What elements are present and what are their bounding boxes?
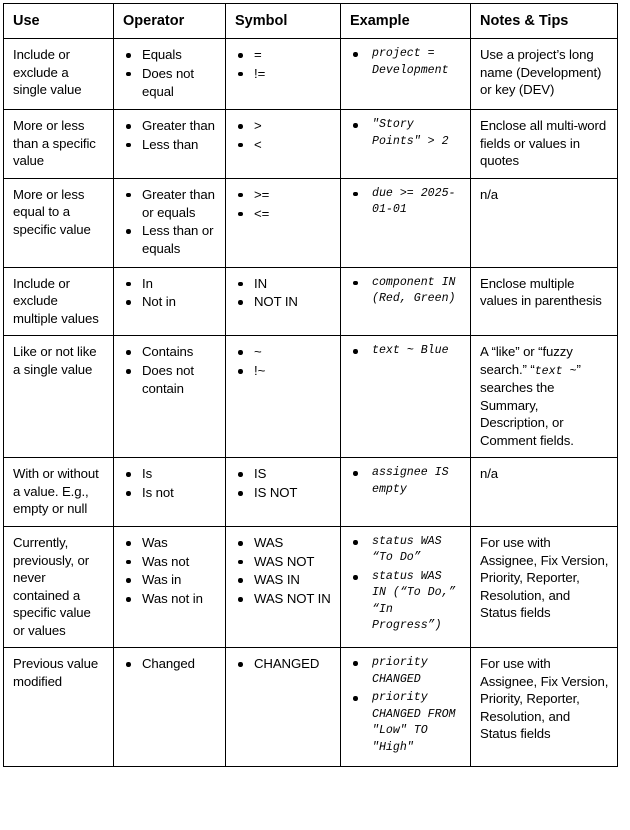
symbol-list bbox=[235, 46, 332, 82]
example-item: status WAS IN (“To Do,” “In Progress”) bbox=[350, 569, 462, 635]
example-item: priority CHANGED bbox=[350, 655, 462, 688]
use-text: Include or exclude multiple values bbox=[13, 275, 99, 326]
column-header-operator: Operator bbox=[114, 4, 226, 39]
symbol-item: NOT IN bbox=[235, 293, 332, 311]
example-list bbox=[350, 275, 462, 308]
example-item: priority CHANGED FROM "Low" TO "High" bbox=[350, 690, 462, 756]
table-row bbox=[4, 267, 618, 336]
cell-notes bbox=[471, 39, 618, 110]
operator-item: Was bbox=[123, 534, 217, 552]
cell-use bbox=[4, 336, 114, 458]
cell-symbol bbox=[226, 336, 341, 458]
cell-notes bbox=[471, 648, 618, 767]
cell-use bbox=[4, 267, 114, 336]
operator-item: Is not bbox=[123, 484, 217, 502]
cell-symbol bbox=[226, 527, 341, 648]
use-text: With or without a value. E.g., empty or null bbox=[13, 466, 99, 517]
table-body bbox=[4, 39, 618, 767]
cell-notes bbox=[471, 178, 618, 267]
operator-list bbox=[123, 534, 217, 608]
operator-item: Does not contain bbox=[123, 362, 217, 397]
cell-symbol bbox=[226, 39, 341, 110]
operator-list bbox=[123, 275, 217, 311]
example-item: project = Development bbox=[350, 46, 462, 79]
operator-item: Changed bbox=[123, 655, 217, 673]
use-text: Previous value modified bbox=[13, 656, 99, 689]
example-list bbox=[350, 343, 462, 359]
notes-text: Use a project’s long name (Development) or key (DEV) bbox=[480, 47, 602, 98]
notes-text: n/a bbox=[480, 186, 499, 202]
notes-suffix: ” searches the Summary, Description, or Comment fields. bbox=[480, 361, 581, 448]
cell-operator bbox=[114, 527, 226, 648]
cell-example bbox=[341, 39, 471, 110]
cell-example bbox=[341, 527, 471, 648]
use-text: Currently, previously, or never contained a specific value or values bbox=[13, 535, 91, 638]
cell-example bbox=[341, 458, 471, 527]
example-item: due >= 2025-01-01 bbox=[350, 186, 462, 219]
cell-notes bbox=[471, 267, 618, 336]
example-item: "Story Points" > 2 bbox=[350, 117, 462, 150]
symbol-item: = bbox=[235, 46, 332, 64]
cell-example bbox=[341, 178, 471, 267]
operator-item: Greater than bbox=[123, 117, 217, 135]
symbol-list bbox=[235, 534, 332, 608]
operator-item: Was in bbox=[123, 571, 217, 589]
table-row bbox=[4, 648, 618, 767]
notes-text bbox=[480, 343, 609, 449]
notes-text: Enclose all multi-word fields or values in quotes bbox=[480, 118, 607, 169]
example-list bbox=[350, 46, 462, 79]
symbol-list bbox=[235, 186, 332, 222]
cell-notes bbox=[471, 336, 618, 458]
cell-symbol bbox=[226, 267, 341, 336]
cell-operator bbox=[114, 39, 226, 110]
cell-notes bbox=[471, 110, 618, 179]
symbol-item: WAS bbox=[235, 534, 332, 552]
cell-use bbox=[4, 110, 114, 179]
operator-list bbox=[123, 46, 217, 100]
operator-list bbox=[123, 655, 217, 673]
operator-list bbox=[123, 186, 217, 258]
operator-item: Less than or equals bbox=[123, 222, 217, 257]
operator-item: Does not equal bbox=[123, 65, 217, 100]
example-item: assignee IS empty bbox=[350, 465, 462, 498]
cell-operator bbox=[114, 267, 226, 336]
cell-operator bbox=[114, 336, 226, 458]
notes-text: For use with Assignee, Fix Version, Priority, Reporter, Resolution, and Status fields bbox=[480, 656, 609, 742]
operator-item: Equals bbox=[123, 46, 217, 64]
operator-item: Greater than or equals bbox=[123, 186, 217, 221]
cell-example bbox=[341, 267, 471, 336]
notes-text: n/a bbox=[480, 466, 499, 482]
example-list bbox=[350, 465, 462, 498]
cell-use bbox=[4, 648, 114, 767]
jql-operators-table bbox=[3, 3, 618, 767]
symbol-list bbox=[235, 465, 332, 501]
operator-item: Is bbox=[123, 465, 217, 483]
symbol-item: != bbox=[235, 65, 332, 83]
table-row bbox=[4, 110, 618, 179]
table-row bbox=[4, 178, 618, 267]
notes-code-fragment: text ~ bbox=[534, 364, 577, 378]
notes-text: Enclose multiple values in parenthesis bbox=[480, 275, 602, 309]
table-row bbox=[4, 527, 618, 648]
example-item: text ~ Blue bbox=[350, 343, 462, 359]
cell-operator bbox=[114, 648, 226, 767]
operator-list bbox=[123, 343, 217, 397]
cell-example bbox=[341, 336, 471, 458]
symbol-item: >= bbox=[235, 186, 332, 204]
use-text: Like or not like a single value bbox=[13, 344, 97, 377]
operator-item: Was not in bbox=[123, 590, 217, 608]
operator-item: Not in bbox=[123, 293, 217, 311]
table-row bbox=[4, 39, 618, 110]
cell-symbol bbox=[226, 458, 341, 527]
operator-list bbox=[123, 117, 217, 153]
header-row bbox=[4, 4, 618, 39]
symbol-item: ~ bbox=[235, 343, 332, 361]
symbol-list bbox=[235, 275, 332, 311]
cell-symbol bbox=[226, 178, 341, 267]
symbol-item: IN bbox=[235, 275, 332, 293]
symbol-list bbox=[235, 343, 332, 379]
example-list bbox=[350, 655, 462, 756]
symbol-item: !~ bbox=[235, 362, 332, 380]
cell-use bbox=[4, 178, 114, 267]
symbol-list bbox=[235, 655, 332, 673]
cell-symbol bbox=[226, 648, 341, 767]
cell-use bbox=[4, 39, 114, 110]
notes-text: For use with Assignee, Fix Version, Priority, Reporter, Resolution, and Status fields bbox=[480, 535, 609, 621]
cell-operator bbox=[114, 178, 226, 267]
operator-item: Contains bbox=[123, 343, 217, 361]
example-item: component IN (Red, Green) bbox=[350, 275, 462, 308]
table-row bbox=[4, 336, 618, 458]
use-text: Include or exclude a single value bbox=[13, 47, 82, 98]
symbol-item: IS NOT bbox=[235, 484, 332, 502]
operator-list bbox=[123, 465, 217, 501]
example-list bbox=[350, 117, 462, 150]
example-item: status WAS “To Do” bbox=[350, 534, 462, 567]
symbol-item: WAS IN bbox=[235, 571, 332, 589]
cell-operator bbox=[114, 110, 226, 179]
cell-operator bbox=[114, 458, 226, 527]
symbol-item: WAS NOT IN bbox=[235, 590, 332, 608]
operator-item: Less than bbox=[123, 136, 217, 154]
cell-use bbox=[4, 458, 114, 527]
example-list bbox=[350, 186, 462, 219]
cell-example bbox=[341, 110, 471, 179]
table-row bbox=[4, 458, 618, 527]
column-header-example: Example bbox=[341, 4, 471, 39]
cell-notes bbox=[471, 527, 618, 648]
symbol-item: > bbox=[235, 117, 332, 135]
example-list bbox=[350, 534, 462, 635]
cell-use bbox=[4, 527, 114, 648]
operator-item: Was not bbox=[123, 553, 217, 571]
symbol-item: <= bbox=[235, 205, 332, 223]
table-header bbox=[4, 4, 618, 39]
symbol-list bbox=[235, 117, 332, 153]
cell-example bbox=[341, 648, 471, 767]
column-header-use: Use bbox=[4, 4, 114, 39]
use-text: More or less equal to a specific value bbox=[13, 186, 91, 237]
cell-symbol bbox=[226, 110, 341, 179]
symbol-item: CHANGED bbox=[235, 655, 332, 673]
column-header-symbol: Symbol bbox=[226, 4, 341, 39]
cell-notes bbox=[471, 458, 618, 527]
symbol-item: WAS NOT bbox=[235, 553, 332, 571]
operator-item: In bbox=[123, 275, 217, 293]
column-header-notes: Notes & Tips bbox=[471, 4, 618, 39]
symbol-item: IS bbox=[235, 465, 332, 483]
notes-prefix: A “like” or “fuzzy search.” “ bbox=[480, 344, 573, 377]
use-text: More or less than a specific value bbox=[13, 118, 96, 169]
symbol-item: < bbox=[235, 136, 332, 154]
